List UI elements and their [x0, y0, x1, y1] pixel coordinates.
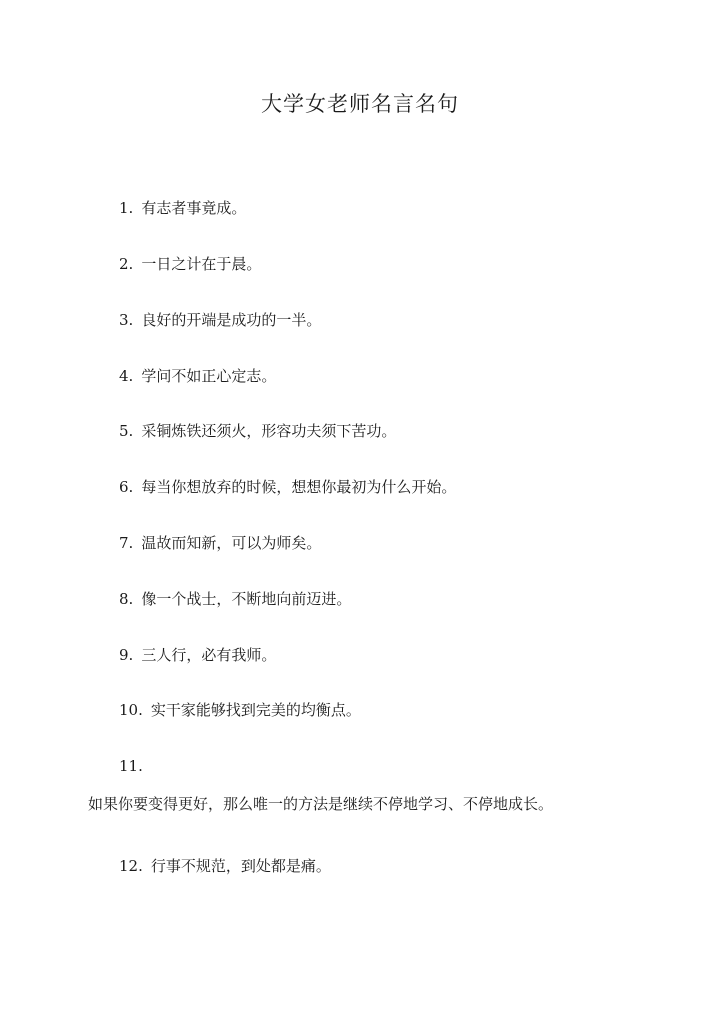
item-number: 7.: [119, 534, 134, 552]
item-number: 9.: [119, 646, 134, 664]
document-title: 大学女老师名言名句: [261, 92, 459, 116]
item-number: 11.: [119, 757, 143, 775]
item-text: 实干家能够找到完美的均衡点。: [150, 701, 361, 719]
item-text: 如果你要变得更好，那么唯一的方法是继续不停地学习、不停地成长。: [88, 795, 554, 813]
item-number: 8.: [119, 590, 134, 608]
item-number: 6.: [119, 478, 134, 496]
list-item: [119, 254, 261, 274]
item-text: 三人行，必有我师。: [141, 646, 277, 664]
item-number: 1.: [119, 199, 134, 217]
list-item: [119, 477, 456, 497]
list-item: [119, 856, 331, 876]
list-item: [119, 533, 321, 553]
item-text: 每当你想放弃的时候，想想你最初为什么开始。: [141, 478, 457, 496]
item-text: 良好的开端是成功的一半。: [141, 311, 322, 329]
item-number: 2.: [119, 255, 134, 273]
item-text: 行事不规范，到处都是痛。: [150, 857, 331, 875]
item-text: 有志者事竟成。: [141, 199, 247, 217]
list-item: [119, 645, 276, 665]
list-item: [119, 366, 276, 386]
list-item: [119, 589, 351, 609]
list-item: [119, 198, 246, 218]
item-text: 采铜炼铁还须火，形容功夫须下苦功。: [141, 422, 397, 440]
item-text: 温故而知新，可以为师矣。: [141, 534, 322, 552]
item-number: 12.: [119, 857, 143, 875]
list-item: [119, 700, 361, 720]
list-item: [119, 310, 321, 330]
item-number: 4.: [119, 367, 134, 385]
item-text: 像一个战士，不断地向前迈进。: [141, 590, 352, 608]
item-number: 10.: [119, 701, 143, 719]
item-text: 一日之计在于晨。: [141, 255, 262, 273]
item-number: 3.: [119, 311, 134, 329]
list-item: [119, 421, 396, 441]
item-text: 学问不如正心定志。: [141, 367, 277, 385]
item-number: 5.: [119, 422, 134, 440]
